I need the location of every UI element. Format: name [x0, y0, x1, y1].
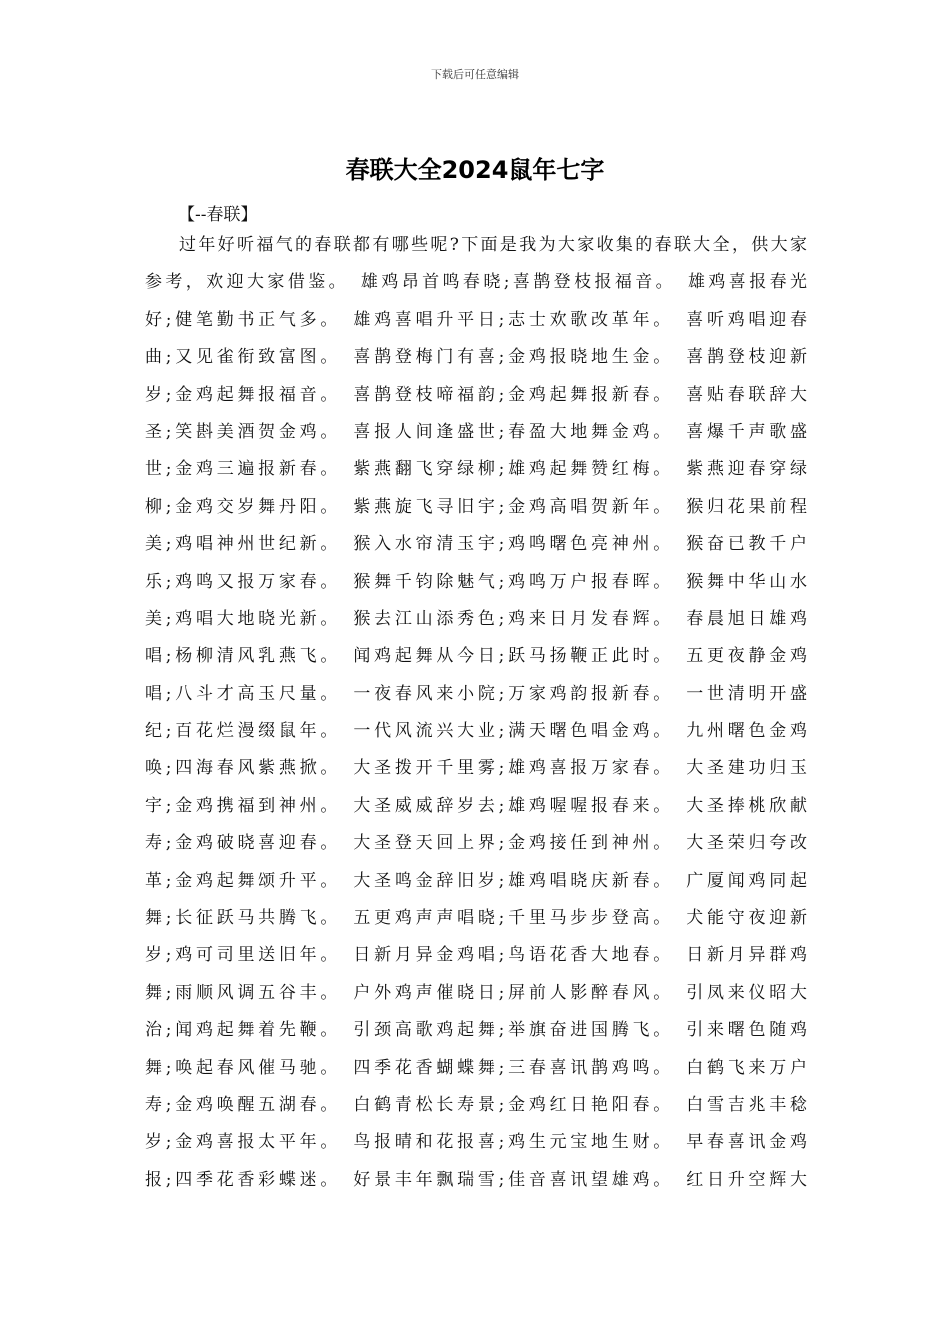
body-line: 美;鸡唱神州世纪新。 猴入水帘清玉宇;鸡鸣曙色亮神州。 猴奋已教千户	[145, 534, 807, 555]
body-line: 唱;杨柳清风乳燕飞。 闻鸡起舞从今日;跃马扬鞭正此时。 五更夜静金鸡	[145, 646, 807, 667]
body-line: 宇;金鸡携福到神州。 大圣威威辞岁去;雄鸡喔喔报春来。 大圣捧桃欣献	[145, 795, 807, 816]
body-line: 寿;金鸡唤醒五湖春。 白鹤青松长寿景;金鸡红日艳阳春。 白雪吉兆丰稔	[145, 1094, 807, 1115]
body-line: 岁;金鸡起舞报福音。 喜鹊登枝啼福韵;金鸡起舞报新春。 喜贴春联辞大	[145, 384, 807, 405]
body-text	[145, 227, 807, 1199]
body-line: 参考，欢迎大家借鉴。 雄鸡昂首鸣春晓;喜鹊登枝报福音。 雄鸡喜报春光	[145, 272, 807, 293]
header-note: 下载后可任意编辑	[431, 68, 519, 81]
body-line: 乐;鸡鸣又报万家春。 猴舞千钧除魅气;鸡鸣万户报春晖。 猴舞中华山水	[145, 571, 807, 592]
body-line: 过年好听福气的春联都有哪些呢?下面是我为大家收集的春联大全，供大家	[179, 235, 807, 255]
section-heading: 【--春联】	[178, 205, 258, 225]
body-line: 圣;笑斟美酒贺金鸡。 喜报人间逢盛世;春盈大地舞金鸡。 喜爆千声歌盛	[145, 421, 807, 442]
body-line: 岁;金鸡喜报太平年。 鸟报晴和花报喜;鸡生元宝地生财。 早春喜讯金鸡	[145, 1132, 807, 1153]
body-line: 治;闻鸡起舞着先鞭。 引颈高歌鸡起舞;举旗奋进国腾飞。 引来曙色随鸡	[145, 1020, 807, 1041]
body-line: 唤;四海春风紫燕掀。 大圣拨开千里雾;雄鸡喜报万家春。 大圣建功归玉	[145, 758, 807, 779]
body-line: 革;金鸡起舞颂升平。 大圣鸣金辞旧岁;雄鸡唱晓庆新春。 广厦闻鸡同起	[145, 870, 807, 891]
body-line: 曲;又见雀衔致富图。 喜鹊登梅门有喜;金鸡报晓地生金。 喜鹊登枝迎新	[145, 347, 807, 368]
body-line: 寿;金鸡破晓喜迎春。 大圣登天回上界;金鸡接任到神州。 大圣荣归夸改	[145, 833, 807, 854]
body-line: 柳;金鸡交岁舞丹阳。 紫燕旋飞寻旧宇;金鸡高唱贺新年。 猴归花果前程	[145, 496, 807, 517]
body-line: 世;金鸡三遍报新春。 紫燕翻飞穿绿柳;雄鸡起舞赞红梅。 紫燕迎春穿绿	[145, 459, 807, 480]
body-line: 舞;唤起春风催马驰。 四季花香蝴蝶舞;三春喜讯鹊鸡鸣。 白鹤飞来万户	[145, 1057, 807, 1078]
body-line: 好;健笔勤书正气多。 雄鸡喜唱升平日;志士欢歌改革年。 喜听鸡唱迎春	[145, 309, 807, 330]
body-line: 美;鸡唱大地晓光新。 猴去江山添秀色;鸡来日月发春辉。 春晨旭日雄鸡	[145, 608, 807, 629]
page-title: 春联大全2024鼠年七字	[345, 156, 605, 184]
body-line: 岁;鸡可司里送旧年。 日新月异金鸡唱;鸟语花香大地春。 日新月异群鸡	[145, 945, 807, 966]
body-line: 纪;百花烂漫缀鼠年。 一代风流兴大业;满天曙色唱金鸡。 九州曙色金鸡	[145, 721, 807, 742]
body-line: 报;四季花香彩蝶迷。 好景丰年飘瑞雪;佳音喜讯望雄鸡。 红日升空辉大	[145, 1169, 807, 1190]
body-line: 唱;八斗才高玉尺量。 一夜春风来小院;万家鸡韵报新春。 一世清明开盛	[145, 683, 807, 704]
body-line: 舞;雨顺风调五谷丰。 户外鸡声催晓日;屏前人影醉春风。 引凤来仪昭大	[145, 982, 807, 1003]
body-line: 舞;长征跃马共腾飞。 五更鸡声声唱晓;千里马步步登高。 犬能守夜迎新	[145, 908, 807, 929]
